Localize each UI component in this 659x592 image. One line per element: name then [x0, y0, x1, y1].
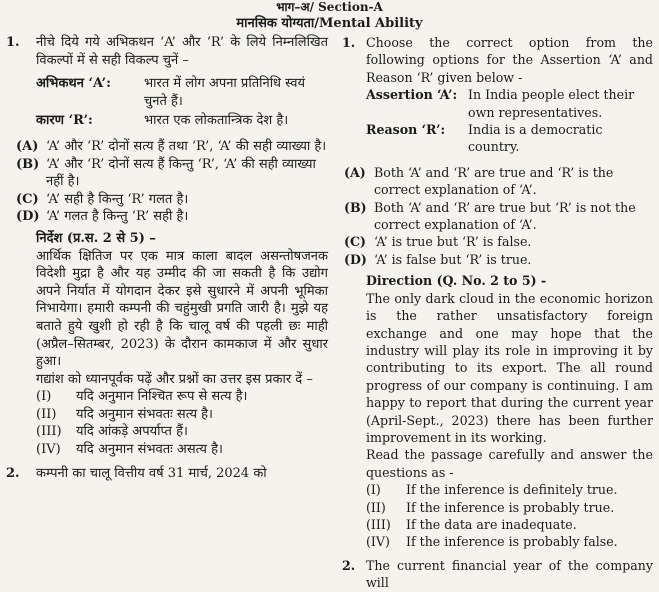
inference-label: (III) — [36, 424, 62, 440]
inference-text: If the inference is probably true. — [406, 499, 615, 515]
inference-label: (IV) — [36, 442, 61, 458]
question-text: The current financial year of the company will — [366, 557, 653, 591]
option-d — [16, 208, 328, 226]
inference-list — [36, 388, 328, 458]
question-text: कम्पनी का चालू वित्तीय वर्ष 31 मार्च, 2024 को — [36, 465, 267, 481]
assertion-text: भारत में लोग अपना प्रतिनिधि स्वयं चुनते हैं। — [144, 76, 306, 109]
option-text: ‘A’ सही है किन्तु ‘R’ गलत है। — [46, 191, 189, 207]
inference-label: (III) — [366, 516, 391, 532]
option-text: ‘A’ is false but ‘R’ is true. — [374, 251, 532, 267]
option-b — [344, 199, 653, 234]
direction-title: निर्देश (प्र.स. 2 से 5) – — [36, 230, 156, 246]
option-label: (A) — [344, 164, 366, 180]
option-text: ‘A’ is true but ‘R’ is false. — [374, 234, 532, 250]
inference-label: (II) — [366, 499, 386, 515]
option-label: (A) — [16, 138, 39, 154]
inference-text: यदि आंकड़े अपर्याप्त हैं। — [76, 424, 188, 440]
assertion-text: In India people elect their own representatives. — [468, 87, 635, 120]
inference-label: (II) — [36, 406, 57, 422]
reason-row — [366, 121, 653, 156]
question-number: 2. — [342, 557, 356, 573]
question-number: 1. — [342, 35, 356, 50]
inference-label: (I) — [36, 389, 52, 405]
option-text: ‘A’ और ‘R’ दोनों सत्य हैं तथा ‘R’, ‘A’ की सही व्याख्या है। — [46, 138, 327, 154]
option-label: (D) — [16, 209, 40, 225]
hindi-question-1 — [6, 34, 328, 226]
passage-text: The only dark cloud in the economic horizon is the rather unsatisfactory foreign exchange and one may hope that the industry will play its role in improving it by contributing to its export. The all round progress of our company is continuing. I am happy to report that during the current year (April-Sept., 2023) there has been further improvement in its working. — [366, 290, 653, 445]
inference-text: If the inference is probably false. — [406, 534, 618, 550]
question-number: 2. — [6, 465, 20, 481]
option-label: (C) — [344, 234, 366, 250]
two-column-content — [0, 34, 659, 592]
assertion-label: अभिकथन ‘A’: — [36, 76, 111, 92]
option-text: ‘A’ और ‘R’ दोनों सत्य हैं किन्तु ‘R’, ‘A’ की सही व्याख्या नहीं है। — [46, 156, 316, 190]
option-text: Both ‘A’ and ‘R’ are true but ‘R’ is not the correct explanation of ‘A’. — [374, 199, 636, 233]
inference-item — [36, 423, 328, 441]
assertion-row — [36, 75, 328, 110]
english-question-2 — [338, 557, 653, 592]
inference-item — [366, 499, 653, 516]
inference-text: यदि अनुमान संभवतः सत्य है। — [76, 406, 213, 422]
option-c — [16, 191, 328, 209]
option-b — [16, 156, 328, 191]
option-label: (D) — [344, 251, 367, 267]
reason-label: कारण ‘R’: — [36, 113, 93, 129]
inference-list — [366, 481, 653, 551]
inference-text: If the inference is definitely true. — [406, 482, 618, 498]
subject-title: मानसिक योग्यता/Mental Ability — [236, 16, 423, 31]
inference-item — [366, 516, 653, 533]
option-label: (B) — [344, 199, 367, 215]
english-column — [334, 34, 659, 592]
question-text: Choose the correct option from the following options for the Assertion ‘A’ and Reason ‘R’ given below - — [366, 35, 653, 85]
inference-text: यदि अनुमान संभवतः असत्य है। — [76, 442, 223, 458]
hindi-column — [0, 34, 334, 592]
direction-title: Direction (Q. No. 2 to 5) - — [366, 273, 547, 289]
question-text: नीचे दिये गये अभिकथन ‘A’ और ‘R’ के लिये निम्नलिखित विकल्पों में से सही विकल्प चुनें – — [36, 35, 328, 68]
inference-item — [36, 441, 328, 459]
question-number: 1. — [6, 35, 20, 50]
assertion-row — [366, 86, 653, 121]
option-text: ‘A’ गलत है किन्तु ‘R’ सही है। — [46, 209, 189, 225]
options-list — [16, 138, 328, 226]
inference-text: यदि अनुमान निश्चित रूप से सत्य है। — [76, 389, 248, 405]
section-title: भाग–अ/ Section-A — [276, 0, 383, 14]
inference-item — [366, 481, 653, 498]
english-question-1 — [338, 34, 653, 268]
inference-item — [36, 388, 328, 406]
option-label: (C) — [16, 191, 39, 207]
inference-text: If the data are inadequate. — [406, 516, 577, 532]
instruction-text: Read the passage carefully and answer the questions as - — [366, 447, 653, 480]
assertion-label: Assertion ‘A’: — [366, 87, 458, 103]
option-label: (B) — [16, 156, 40, 172]
reason-label: Reason ‘R’: — [366, 122, 446, 138]
inference-label: (IV) — [366, 534, 390, 550]
inference-item — [366, 533, 653, 550]
option-a — [16, 138, 328, 156]
option-a — [344, 164, 653, 199]
instruction-text: गद्यांश को ध्यानपूर्वक पढ़ें और प्रश्नों का उत्तर इस प्रकार दें – — [36, 371, 313, 387]
passage-text: आर्थिक क्षितिज पर एक मात्र काला बादल असन्तोषजनक विदेशी मुद्रा है और यह उम्मीद की जा सकती है कि उद्योग अपने निर्यात में योगदान देकर इसे सुधारने में अपनी भूमिका निभायेगा। हमारी कम्पनी की चहुंमुखी प्रगति जारी है। मुझे यह बताते हुये खुशी हो रही है कि चालू वर्ष की पहली छः माही (अप्रैल–सितम्बर, 2023) के दौरान कामकाज में और सुधार हुआ। — [36, 248, 328, 370]
inference-label: (I) — [366, 482, 381, 498]
options-list — [344, 164, 653, 268]
option-d — [344, 251, 653, 268]
hindi-question-2 — [6, 465, 328, 483]
option-c — [344, 233, 653, 250]
page-header — [0, 0, 659, 32]
reason-row — [36, 112, 328, 130]
option-text: Both ‘A’ and ‘R’ are true and ‘R’ is the correct explanation of ‘A’. — [374, 164, 614, 198]
reason-text: भारत एक लोकतान्त्रिक देश है। — [144, 113, 289, 129]
inference-item — [36, 406, 328, 424]
reason-text: India is a democratic country. — [468, 122, 603, 155]
